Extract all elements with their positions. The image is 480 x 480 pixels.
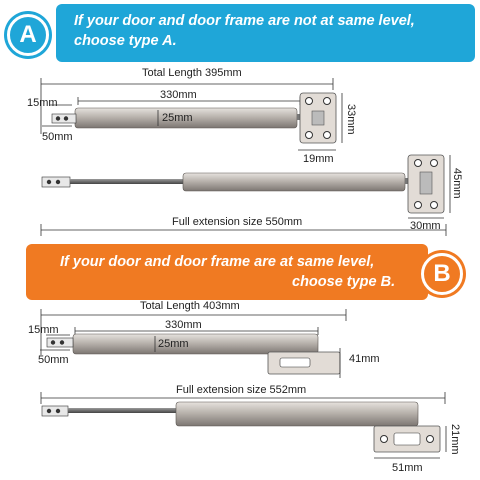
type-b-badge: B xyxy=(421,253,463,295)
bracket-height-label-b: 41mm xyxy=(349,353,380,365)
type-a-banner-line2: choose type A. xyxy=(74,33,177,49)
rod-height-label-b: 15mm xyxy=(28,324,59,336)
closer-extended-b xyxy=(42,402,418,426)
full-extension-label-b: Full extension size 552mm xyxy=(176,384,307,396)
total-length-label-b: Total Length 403mm xyxy=(140,300,240,312)
full-extension-label-a: Full extension size 550mm xyxy=(172,216,303,228)
bracket-a xyxy=(298,93,342,150)
rod-end-label-a: 50mm xyxy=(42,131,73,143)
type-b-banner-line1: If your door and door frame are at same level, xyxy=(60,254,375,270)
body-length-label-b: 330mm xyxy=(165,319,202,331)
type-a-banner-line1: If your door and door frame are not at same level, xyxy=(74,13,415,29)
rod-end-label-b: 50mm xyxy=(38,354,69,366)
type-a-badge: A xyxy=(7,14,49,56)
bracket-height-label-a: 33mm xyxy=(345,104,357,135)
bracket-a-extended xyxy=(408,155,450,218)
body-length-label-a: 330mm xyxy=(160,89,197,101)
bracket-b-extended xyxy=(374,426,446,458)
bracket-width-label-a: 19mm xyxy=(303,153,334,165)
closer-extended-a xyxy=(42,173,415,191)
type-b-banner-line2: choose type B. xyxy=(292,274,396,290)
type-a-banner xyxy=(56,4,475,62)
rod-height-label-a: 15mm xyxy=(27,97,58,109)
bracket-width-extended-label-b: 51mm xyxy=(392,462,423,474)
stroke-label-a: 25mm xyxy=(162,112,193,124)
stroke-label-b: 25mm xyxy=(158,338,189,350)
bracket-height-extended-label-b: 21mm xyxy=(449,424,461,455)
total-length-label-a: Total Length 395mm xyxy=(142,67,242,79)
bracket-width-extended-label-a: 30mm xyxy=(410,220,441,232)
type-b-banner xyxy=(26,244,428,300)
bracket-height-extended-label-a: 45mm xyxy=(451,168,463,199)
bracket-b xyxy=(268,348,340,378)
